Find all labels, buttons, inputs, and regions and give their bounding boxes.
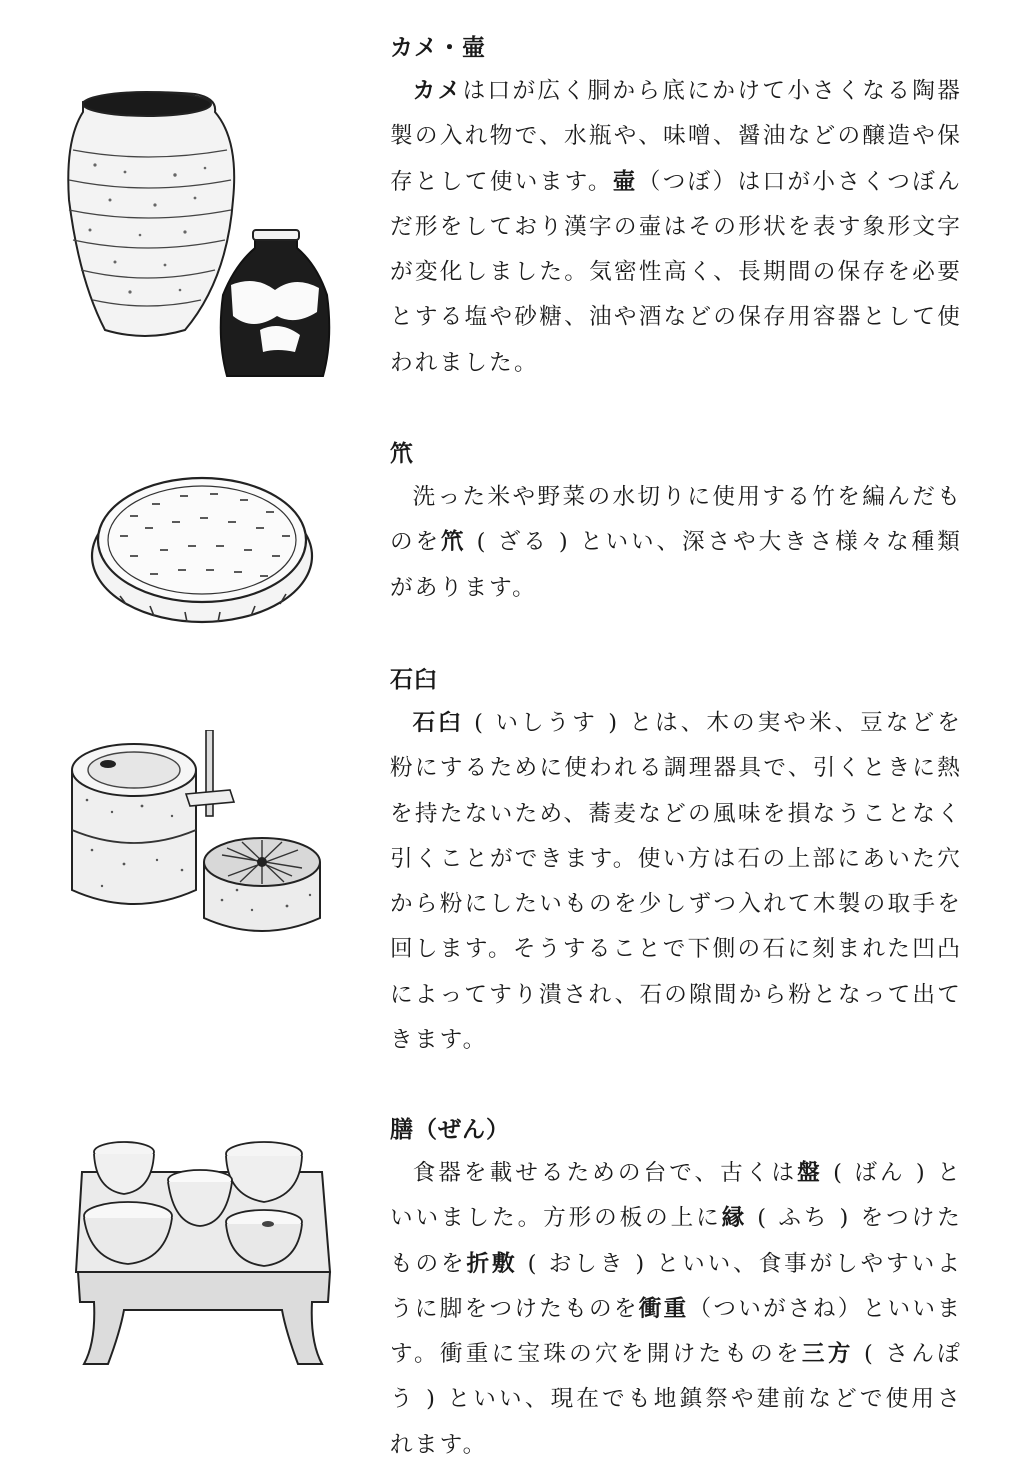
kame-text <box>390 33 962 386</box>
body-run: ( いしうす ) とは、木の実や米、豆などを粉にするために使われる調理器具で、引くときに熱を持たないため、蕎麦などの風味を損なうことなく引くことができます。使い方は石の上部にあいた穴から粉にしたいものを少しずつ入れて木製の取手を回します。そうすることで下側の石に刻まれた凹凸によってすり潰され、石の隙間から粉となって出てきます。 <box>390 710 962 1054</box>
zaru-heading: 笊 <box>390 441 414 467</box>
kame-heading: カメ・壷 <box>390 35 486 61</box>
zen-heading: 膳（ぜん） <box>390 1117 510 1143</box>
term-bold: 盤 <box>797 1160 823 1186</box>
body-run: （ついがさね）といいます。衝重に宝珠の穴を開けたものを <box>390 1295 963 1368</box>
section-ishiusu <box>0 662 1033 1062</box>
body-run: ( さんぽう ) といい、現在でも地鎮祭や建前などで使用されます。 <box>390 1341 962 1458</box>
section-zen <box>0 1112 1033 1484</box>
kame-tsubo-jars-illustration <box>55 80 345 380</box>
term-bold: カメ <box>412 78 463 104</box>
zen-text <box>390 1115 962 1468</box>
section-kame <box>0 30 1033 390</box>
zaru-text <box>390 439 962 611</box>
kame-body <box>390 69 962 386</box>
meal-tray-illustration <box>72 1132 334 1372</box>
body-run: ( ばん ) といいました。方形の板の上に <box>390 1160 962 1232</box>
ishiusu-heading: 石臼 <box>390 667 438 693</box>
body-run: 食器を載せるための台で、古くは <box>412 1160 798 1186</box>
term-bold: 衝重 <box>638 1295 689 1322</box>
term-bold: 縁 <box>721 1205 748 1232</box>
zaru-body <box>390 475 962 611</box>
stone-mill-illustration <box>62 730 342 950</box>
body-run: 洗った米や野菜の水切りに使用する竹を編んだものを <box>390 484 962 556</box>
body-run: は口が広く胴から底にかけて小さくなる陶器製の入れ物で、水瓶や、味噌、醤油などの醸造や保存として使います。 <box>390 78 962 195</box>
section-zaru <box>0 436 1033 646</box>
term-bold: 壷 <box>612 168 638 195</box>
body-run: ( ざる ) といい、深さや大きさ様々な種類があります。 <box>390 529 962 601</box>
ishiusu-body <box>390 701 962 1063</box>
term-bold: 石臼 <box>412 710 464 736</box>
bamboo-colander-illustration <box>90 456 320 641</box>
body-run: ( おしき ) といい、食事がしやすいように脚をつけたものを <box>390 1250 962 1322</box>
ishiusu-text <box>390 665 962 1063</box>
body-run: （つぼ）は口が小さくつぼんだ形をしており漢字の壷はその形状を表す象形文字が変化しました。気密性高く、長期間の保存を必要とする塩や砂糖、油や酒などの保存用容器として使われました。 <box>390 168 962 376</box>
body-run: ( ふち ) をつけたものを <box>390 1205 962 1277</box>
zen-body <box>390 1151 962 1468</box>
term-bold: 三方 <box>801 1341 854 1368</box>
term-bold: 折敷 <box>466 1250 518 1277</box>
term-bold: 笊 <box>441 529 467 556</box>
